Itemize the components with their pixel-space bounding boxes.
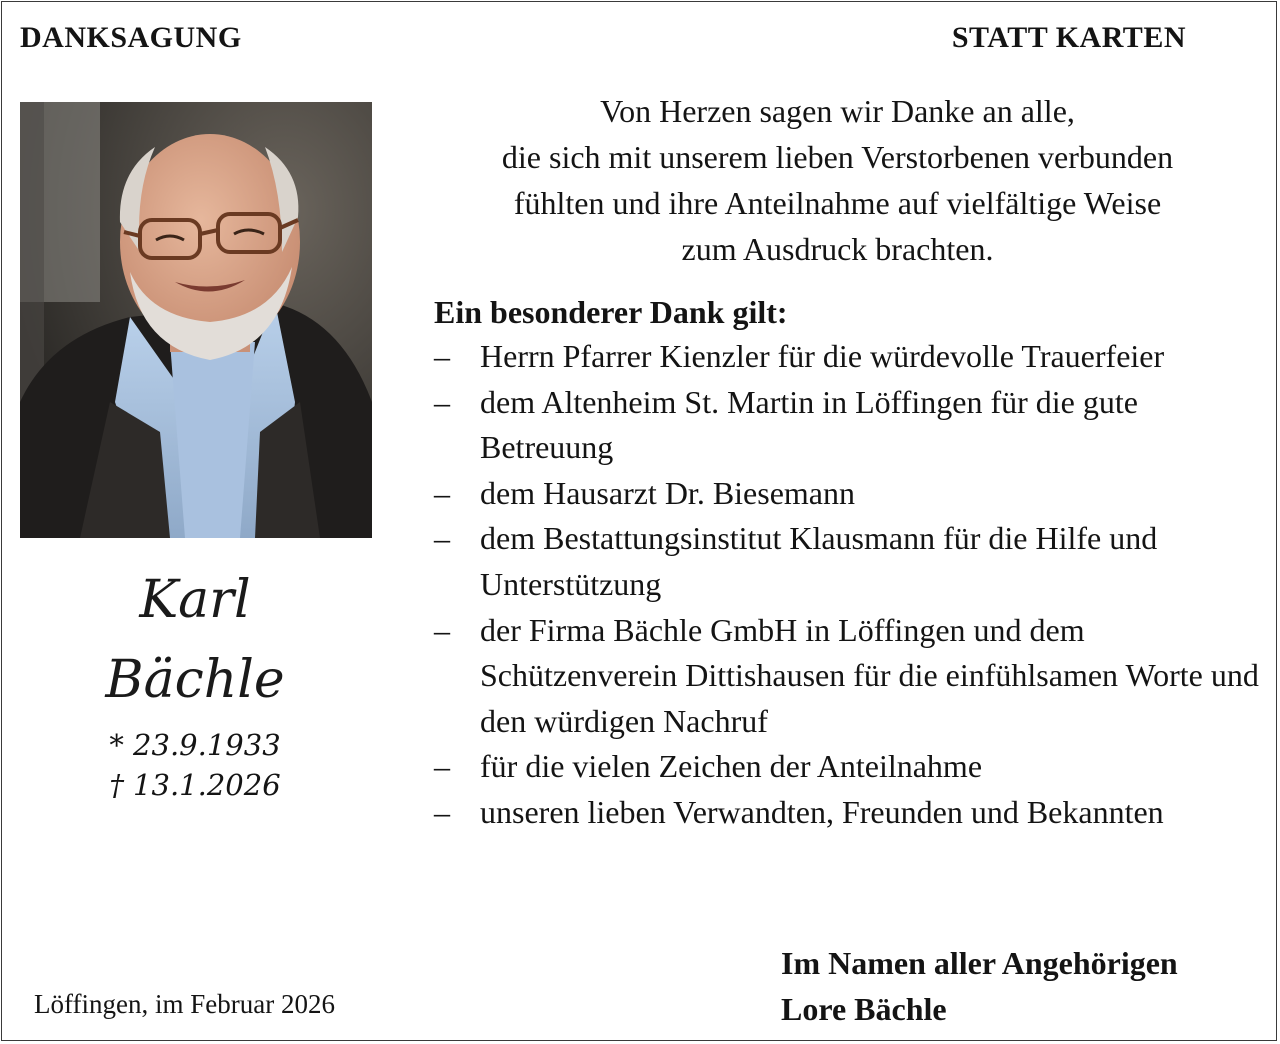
dash-bullet: – (434, 520, 450, 557)
thanks-item-text: dem Bestattungsinstitut Klausmann für die Hilfe und Unterstützung (480, 520, 1158, 602)
thanks-item (434, 516, 1264, 607)
thanks-item (434, 790, 1264, 836)
thanks-item (434, 334, 1264, 380)
dash-bullet: – (434, 793, 450, 830)
dash-bullet: – (434, 338, 450, 374)
thanks-item-text: für die vielen Zeichen der Anteilnahme (480, 748, 983, 785)
dash-bullet: – (434, 474, 450, 511)
deceased-last-name: Bächle (105, 650, 285, 710)
intro-line: Von Herzen sagen wir Danke an alle, (600, 93, 1075, 129)
birth-date: * 23.9.1933 (109, 728, 281, 762)
thanks-item-text: unseren lieben Verwandten, Freunden und Bekannten (480, 793, 1164, 830)
thanks-item (434, 608, 1264, 745)
death-date: † 13.1.2026 (109, 768, 281, 802)
thanks-heading: Ein besonderer Dank gilt: (434, 294, 788, 330)
thanks-list (434, 334, 1264, 836)
intro-line: zum Ausdruck brachten. (681, 231, 994, 267)
thanks-item-text: Herrn Pfarrer Kienzler für die würdevolle Trauerfeier (480, 338, 1165, 374)
signature-line-1: Im Namen aller Angehörigen (781, 945, 1178, 981)
intro-line: die sich mit unserem lieben Verstorbenen verbunden (501, 139, 1174, 175)
thanks-item (434, 744, 1264, 790)
signature-name: Lore Bächle (781, 991, 947, 1027)
header-danksagung: DANKSAGUNG (20, 21, 242, 54)
thanks-item-text: der Firma Bächle GmbH in Löffingen und dem Schützenverein Dittishausen für die einfühlsamen Worte und den würdigen Nachruf (480, 611, 1259, 739)
header-statt-karten: STATT KARTEN (951, 21, 1186, 54)
dash-bullet: – (434, 383, 450, 420)
dash-bullet: – (434, 748, 450, 785)
thanks-item-text: dem Hausarzt Dr. Biesemann (480, 474, 855, 511)
place-date: Löffingen, im Februar 2026 (34, 989, 335, 1019)
portrait-photo (20, 102, 372, 538)
intro-line: fühlten und ihre Anteilnahme auf vielfältige Weise (513, 185, 1162, 221)
thanks-item (434, 380, 1264, 471)
thanks-item (434, 471, 1264, 517)
thanks-item-text: dem Altenheim St. Martin in Löffingen für die gute Betreuung (480, 383, 1138, 466)
dash-bullet: – (434, 611, 450, 648)
deceased-first-name: Karl (139, 570, 251, 630)
intro-text (420, 88, 1255, 272)
